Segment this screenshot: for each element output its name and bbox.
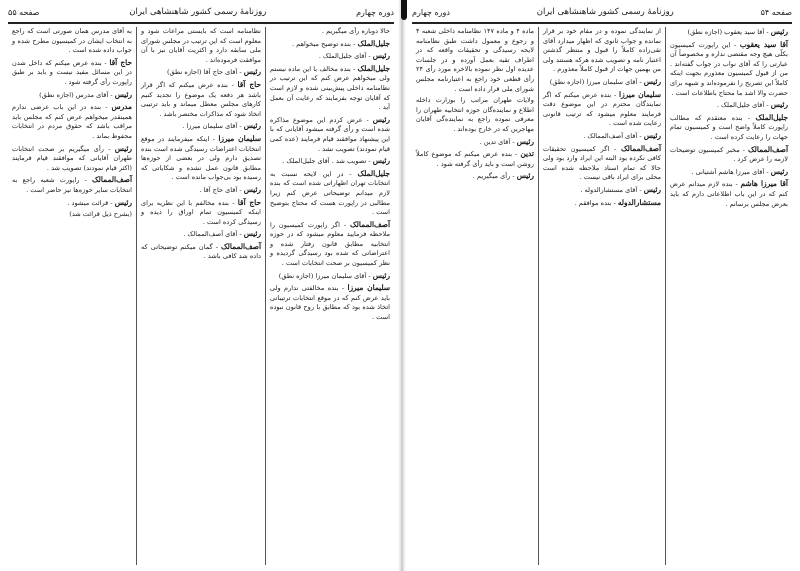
gazette-title: روزنامهٔ رسمی کشور شاهنشاهی ایران bbox=[129, 7, 267, 17]
speech-text: - بنده توضیح میخواهم . bbox=[291, 39, 356, 48]
speech-paragraph bbox=[12, 27, 132, 56]
page-header bbox=[8, 4, 394, 20]
speech-text: - رأی میگیریم . bbox=[472, 172, 515, 181]
speech-text: از نمایندگی نموده و در مقام خود بر قرار نمانده و جواب ثانوی که اظهار میدارد آقای تقی‌زاده کاملاً را قبول و منتظر گذشتن اعتبار نامه و تصویب شده هرکه هستند ولی من بهمین جهات از قبول کاملاً معذورم . bbox=[543, 27, 661, 74]
speech-paragraph bbox=[543, 27, 661, 75]
gazette-title: روزنامهٔ رسمی کشور شاهنشاهی ایران bbox=[536, 7, 674, 17]
text-column bbox=[539, 27, 666, 565]
page-number: صفحه ۵۴ bbox=[760, 7, 792, 17]
speaker-name: رئیس bbox=[372, 270, 390, 280]
speech-text: - آقای میرزا هاشم آشتیانی . bbox=[691, 167, 769, 176]
period-label: دوره چهارم bbox=[356, 7, 394, 17]
speaker-name: آصف‌الممالک bbox=[92, 175, 132, 185]
columns bbox=[412, 27, 792, 565]
speaker-name: رئیس bbox=[643, 130, 661, 140]
speech-paragraph bbox=[270, 283, 390, 322]
speech-paragraph bbox=[670, 179, 788, 209]
speech-text: - آقای مستشارالدوله . bbox=[580, 185, 642, 194]
speech-text: ولایات طهران مراتب را بوزارت داخله اطلاع و نماینده‌گان حوزه انتخابیه طهران را معرفی نموده راجع به نماینده‌گی آقایان مهاجرین که در خارج بوده‌اند . bbox=[416, 96, 534, 133]
speaker-name: رئیس bbox=[516, 171, 534, 181]
speech-text: - بنده عرض میکنم که موضوع کاملاً روشن است و باید رأی گرفته شود . bbox=[416, 150, 534, 168]
text-column bbox=[666, 27, 792, 565]
speech-paragraph bbox=[141, 229, 261, 240]
speech-paragraph bbox=[12, 198, 132, 209]
speech-text: - راپورت شعبه راجع به انتخابات سایر حوزه‌ها نیز حاضر است . bbox=[12, 176, 132, 194]
speaker-name: رئیس bbox=[243, 121, 261, 131]
speech-paragraph bbox=[12, 175, 132, 195]
speaker-name: آصف‌الممالک bbox=[748, 144, 788, 154]
speech-paragraph bbox=[141, 121, 261, 132]
speech-paragraph bbox=[416, 96, 534, 134]
speech-paragraph bbox=[141, 198, 261, 228]
speech-text: به آقای مدرس همان صورتی است که راجع به انتخاب ایشان در کمیسیون مطرح شده و جواب داده شده است . bbox=[12, 27, 132, 55]
speech-paragraph bbox=[270, 156, 390, 167]
right-page bbox=[404, 0, 800, 571]
speech-paragraph bbox=[270, 39, 390, 50]
speaker-name: آصف‌الممالک bbox=[350, 219, 390, 229]
speech-text: - آقای حاج آقا . bbox=[199, 185, 242, 194]
page-number: صفحه ۵۵ bbox=[8, 7, 40, 17]
text-column bbox=[137, 27, 266, 565]
speech-text: - آقای سلیمان میرزا (اجازه نطق) bbox=[278, 271, 371, 280]
speaker-name: رئیس bbox=[516, 136, 534, 146]
speech-text: - مخبر کمیسیون توضیحات لازمه را عرض کرد . bbox=[670, 145, 788, 164]
speech-paragraph bbox=[12, 90, 132, 101]
speaker-name: سلیمان میرزا bbox=[619, 89, 661, 99]
speech-paragraph bbox=[543, 90, 661, 129]
speaker-name: جلیل‌الملک bbox=[357, 168, 390, 178]
speech-text: - رأی میگیریم بر صحت انتخابات طهران آقایانی که موافقند قیام فرمایند (اکثر قیام نمودند) تصویب شد . bbox=[12, 144, 132, 172]
columns bbox=[8, 27, 394, 565]
speaker-name: رئیس bbox=[243, 229, 261, 239]
speaker-name: رئیس bbox=[114, 197, 132, 207]
speech-paragraph bbox=[270, 115, 390, 154]
speech-text: - آقای آصف‌الممالک . bbox=[183, 230, 242, 239]
speech-text: - بنده مخالفتی ندارم ولی باید عرض کنم که در موقع انتخابات ترتیباتی اتخاذ شده بود که مطابق با روح قانون نبوده است . bbox=[270, 284, 390, 322]
speaker-name: آصف‌الممالک bbox=[221, 241, 261, 251]
speaker-name: جلیل‌الملک bbox=[357, 38, 390, 48]
speaker-name: رئیس bbox=[372, 114, 390, 124]
speech-paragraph bbox=[670, 40, 788, 99]
speaker-name: حاج آقا bbox=[109, 57, 132, 67]
speech-paragraph bbox=[670, 167, 788, 178]
speech-text: - بنده معتقدم که مطالب راپورت کاملاً واضح است و کمیسیون تمام جهات را رعایت کرده است . bbox=[670, 113, 788, 141]
speech-paragraph bbox=[141, 134, 261, 183]
speech-text: حالا دوباره رأی میگیریم . bbox=[321, 27, 390, 35]
speech-text: - اینکه میفرمایند در موقع انتخابات اعتراضات رسیدگی شده است بنده تصدیق دارم ولی در بعضی از حوزه‌ها مطابق قانون عمل نشده و شکایاتی که رسیده بود بی‌جواب مانده است . bbox=[141, 134, 261, 182]
speaker-name: سلیمان میرزا bbox=[218, 133, 261, 143]
speech-paragraph bbox=[270, 27, 390, 37]
speech-paragraph bbox=[416, 171, 534, 182]
speech-text: - این راپورت کمیسیون بکلّی هیچ وجه مقتضی نداره و مخصوصاً آن عبارتی را که آقای نواب در جواب گفته‌اند . من از قبول کمیسیون معذورم بجهت اینکه کاملاً این تصریح را نفرموده‌اند و شبهه برای حضرت والا اشد ما محتاج باطلاعات است . bbox=[670, 40, 788, 97]
speech-paragraph bbox=[141, 242, 261, 262]
speaker-name: رئیس bbox=[243, 184, 261, 194]
speech-paragraph bbox=[270, 51, 390, 62]
speech-text: - بنده عرض میکنم که داخل شدن در این مسائل مفید نیست و باید بر طبق راپورت رأی گرفته شود . bbox=[12, 58, 132, 86]
speaker-name: رئیس bbox=[643, 184, 661, 194]
speech-text: (بشرح ذیل قرائت شد) bbox=[69, 210, 132, 219]
speech-text: - تصویب شد . آقای جلیل‌الملک . bbox=[282, 157, 371, 166]
header-rule bbox=[412, 22, 792, 24]
text-column bbox=[8, 27, 137, 565]
period-label: دوره چهارم bbox=[412, 7, 450, 17]
speaker-name: جلیل‌الملک bbox=[755, 112, 788, 122]
speech-paragraph bbox=[270, 64, 390, 113]
speaker-name: آصف‌الممالک bbox=[621, 143, 661, 153]
speech-paragraph bbox=[12, 58, 132, 88]
speaker-name: آقا میرزا هاشم bbox=[740, 179, 788, 189]
speech-text: - آقای جلیل‌الملک . bbox=[716, 101, 769, 110]
speech-text: - بنده مخالف با این ماده نیستم ولی میخواهم عرض کنم که این ترتیب در نظامنامه داخلی پیش‌بینی شده و لازم است که آقایان توجه بفرمایند که رعایت آن بعمل آید . bbox=[270, 64, 390, 112]
speech-paragraph bbox=[270, 169, 390, 218]
speaker-name: مدرس bbox=[111, 102, 132, 112]
speech-text: - آقای آصف‌الممالک . bbox=[583, 131, 642, 140]
speech-paragraph bbox=[670, 145, 788, 165]
speech-text: - عرض کردم این موضوع مذاکره شده است و رأی گرفته میشود آقایانی که با این پیشنهاد موافقند قیام فرمایند (عده کمی قیام نمودند) تصویب نشد . bbox=[270, 115, 390, 153]
speech-paragraph bbox=[270, 271, 390, 282]
speech-paragraph bbox=[543, 198, 661, 209]
speaker-name: حاج آقا bbox=[237, 197, 261, 207]
speaker-name: رئیس bbox=[770, 100, 788, 110]
page-header bbox=[412, 4, 792, 20]
speech-text: - آقای جلیل‌الملک . bbox=[318, 52, 371, 61]
speaker-name: رئیس bbox=[770, 166, 788, 176]
speech-paragraph bbox=[670, 27, 788, 38]
speech-text: - اگر راپورت کمیسیون را ملاحظه فرمایید معلوم میشود که در حوزه انتخابیه مطابق قانون رفتار شده و اعتراضاتی که شده بود رسیدگی گردیده و نظر کمیسیون بر صحت انتخابات است . bbox=[270, 220, 390, 268]
speech-paragraph bbox=[141, 80, 261, 119]
speaker-name: تدین bbox=[520, 149, 534, 159]
speech-text: - آقای سلیمان میرزا (اجازه نطق) bbox=[549, 77, 642, 86]
speech-text: ماده ۴ و ماده ۱۴۷ نظامنامه داخلی شعبه ۴ و رجوع و معمول داشت طبق نظامنامه لایحه رسیدگی و تحقیقات واقعه که در اطراف تقیه بعمل آورده و در جلسات عدیده اول نظر نموده بالاخره مورد رأی ۲۴ رأی قطعی خود راجع به اعتبارنامه مجلس شورای ملی قرار داده است . bbox=[416, 27, 535, 93]
text-column bbox=[412, 27, 539, 565]
speaker-name: رئیس bbox=[243, 67, 261, 77]
speech-text: - بنده موافقم . bbox=[574, 198, 616, 207]
speech-paragraph bbox=[416, 149, 534, 169]
speech-paragraph bbox=[543, 77, 661, 88]
speech-paragraph bbox=[12, 102, 132, 141]
speech-text: - بنده عرض میکنم که اگر نمایندگان محترم در این موضوع دقت فرمایند معلوم میشود که ترتیب قانونی رعایت شده است . bbox=[543, 90, 661, 128]
speech-paragraph bbox=[141, 185, 261, 196]
speech-paragraph bbox=[141, 27, 261, 65]
speech-text: - قرائت میشود . bbox=[67, 198, 113, 207]
speaker-name: رئیس bbox=[372, 156, 390, 166]
speech-text: - اگر کمیسیون تحقیقات کافی نکرده بود البته این ایراد وارد بود ولی حالا که تمام اسناد ملاحظه شده است محلی برای ایراد باقی نیست . bbox=[543, 144, 661, 182]
speech-paragraph bbox=[670, 113, 788, 143]
speech-paragraph bbox=[416, 27, 534, 94]
speaker-name: رئیس bbox=[114, 89, 132, 99]
speech-text: - در این لایحه نسبت به انتخابات تهران اظهاراتی شده است که بنده لازم میدانم توضیحاتی عرض کنم زیرا مطالبی در راپورت هست که محتاج بتوضیح است . bbox=[270, 169, 390, 217]
speech-text: - آقای سلیمان میرزا . bbox=[182, 122, 242, 131]
speech-paragraph bbox=[12, 144, 132, 174]
speech-paragraph bbox=[543, 131, 661, 142]
speech-text: نظامنامه است که بایستی مراعات شود و معلوم است که این ترتیب در مجلس شورای ملی سابقه دارد و اکثریت آقایان نیز با آن موافقت فرموده‌اند . bbox=[141, 27, 261, 64]
speaker-name: سلیمان میرزا bbox=[347, 283, 390, 293]
speech-text: - بنده مخالفم با این نظریه برای اینکه کمیسیون تمام اوراق را دیده و رسیدگی کرده است . bbox=[141, 198, 261, 226]
speech-paragraph bbox=[543, 144, 661, 183]
speech-text: - بنده عرض میکنم که اگر قرار باشد هر دفعه یک موضوع را تجدید کنیم کارهای مجلس معطل میماند و باید ترتیبی اتخاذ شود که مذاکرات مختصر باشد . bbox=[141, 80, 261, 118]
text-column bbox=[266, 27, 394, 565]
speaker-name: جلیل‌الملک bbox=[357, 63, 390, 73]
speech-text: - آقای حاج آقا (اجازه نطق) bbox=[166, 68, 242, 77]
speech-paragraph bbox=[670, 100, 788, 111]
speech-text: - بنده لازم میدانم عرض کنم که در این باب اطلاعاتی دارم که باید بعرض مجلس برسانم . bbox=[670, 180, 788, 208]
speaker-name: آقا سید یعقوب bbox=[739, 39, 788, 49]
speaker-name: رئیس bbox=[643, 76, 661, 86]
speaker-name: مستشارالدوله bbox=[617, 197, 661, 207]
speech-paragraph bbox=[141, 67, 261, 78]
speech-paragraph bbox=[12, 210, 132, 220]
speaker-name: رئیس bbox=[114, 143, 132, 153]
speech-text: - بنده در این باب عرضی ندارم همینقدر میخواهم عرض کنم که مجلس باید مراقب باشد که حقوق مردم در انتخابات محفوظ بماند . bbox=[12, 103, 132, 140]
speech-paragraph bbox=[416, 137, 534, 148]
speaker-name: رئیس bbox=[372, 51, 390, 61]
header-rule bbox=[8, 22, 394, 24]
speech-paragraph bbox=[543, 185, 661, 196]
speech-text: - گمان میکنم توضیحاتی که داده شد کافی باشد . bbox=[141, 242, 261, 261]
speech-paragraph bbox=[270, 220, 390, 269]
speech-text: - آقای تدین . bbox=[479, 137, 515, 146]
speech-text: - آقا سید یعقوب (اجازه نطق) bbox=[687, 28, 769, 36]
speaker-name: رئیس bbox=[770, 27, 788, 36]
speaker-name: حاج آقا bbox=[237, 79, 261, 89]
speech-text: - آقای مدرس (اجازه نطق) bbox=[39, 90, 113, 99]
